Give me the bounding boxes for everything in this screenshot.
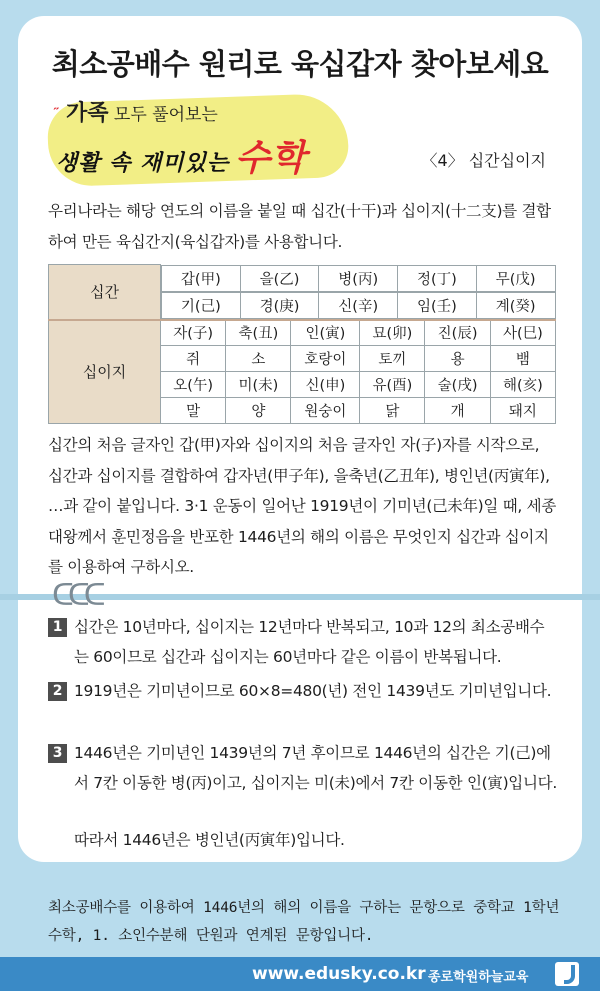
table-cell: 소 <box>226 346 291 372</box>
badge-line2 <box>56 130 307 181</box>
ganji-table <box>48 264 556 424</box>
table-cell: 개 <box>425 398 490 424</box>
intro-paragraph: 우리나라는 해당 연도의 이름을 붙일 때 십간(十干)과 십이지(十二支)를 결합하여 만든 육십간지(육십갑자)를 사용합니다. <box>48 202 551 251</box>
table-cell: 용 <box>425 346 490 372</box>
table-cell: 묘(卯) <box>360 320 425 346</box>
brand-name: 종로학원하늘교육 <box>428 970 529 985</box>
table-cell: 임(壬) <box>398 292 477 318</box>
table-cell: 해(亥) <box>490 372 555 398</box>
table-cell: 오(午) <box>161 372 226 398</box>
footer-bar <box>0 957 600 991</box>
table-cell: 인(寅) <box>291 320 360 346</box>
table-cell: 무(戊) <box>476 265 555 291</box>
badge-line1 <box>66 96 218 127</box>
table-cell: 닭 <box>360 398 425 424</box>
table-cell: 경(庚) <box>240 292 319 318</box>
table-cell: 쥐 <box>161 346 226 372</box>
table-cell: 정(丁) <box>398 265 477 291</box>
badge-line1-rest: 모두 풀어보는 <box>113 105 218 125</box>
table-cell: 미(未) <box>226 372 291 398</box>
step-number-badge: 2 <box>48 682 67 701</box>
series-badge <box>48 92 348 182</box>
table-cell: 유(酉) <box>360 372 425 398</box>
table-cell: 을(乙) <box>240 265 319 291</box>
table-cell: 돼지 <box>490 398 555 424</box>
badge-line2-main: 생활 속 재미있는 <box>56 150 230 176</box>
binder-clips-icon: ᑕᑕᑕ <box>52 578 100 613</box>
badge-mark-icon: ˶ <box>54 99 59 115</box>
table-cell: 뱀 <box>490 346 555 372</box>
table-cell: 토끼 <box>360 346 425 372</box>
table-row <box>49 320 556 346</box>
final-answer: 따라서 1446년은 병인년(丙寅年)입니다. <box>74 831 345 849</box>
table-cell: 말 <box>161 398 226 424</box>
table-cell: 술(戌) <box>425 372 490 398</box>
website-link[interactable]: www.edusky.co.kr <box>252 964 426 984</box>
table-cell: 병(丙) <box>319 265 398 291</box>
table-cell: 계(癸) <box>476 292 555 318</box>
step-text: 십간은 10년마다, 십이지는 12년마다 반복되고, 10과 12의 최소공배수는 60이므로 십간과 십이지는 60년마다 같은 이름이 반복됩니다. <box>74 618 545 666</box>
sipgan-label: 십간 <box>49 265 161 320</box>
table-cell: 신(申) <box>291 372 360 398</box>
table-cell: 신(辛) <box>319 292 398 318</box>
table-cell: 갑(甲) <box>162 265 241 291</box>
episode-subtitle: 〈4〉 십간십이지 <box>421 151 546 170</box>
solution-step-3 <box>48 738 558 798</box>
step-number-badge: 1 <box>48 618 67 637</box>
table-cell: 자(子) <box>161 320 226 346</box>
table-cell: 호랑이 <box>291 346 360 372</box>
table-cell: 사(巳) <box>490 320 555 346</box>
solution-step-2 <box>48 676 558 706</box>
table-cell: 원숭이 <box>291 398 360 424</box>
step-text: 1919년은 기미년이므로 60×8=480(년) 전인 1439년도 기미년입니다. <box>74 682 552 700</box>
table-cell: 축(丑) <box>226 320 291 346</box>
step-text: 1446년은 기미년인 1439년의 7년 후이므로 1446년의 십간은 기(己)에서 7칸 이동한 병(丙)이고, 십이지는 미(未)에서 7칸 이동한 인(寅)입니다. <box>74 744 557 792</box>
problem-paragraph: 십간의 처음 글자인 갑(甲)자와 십이지의 처음 글자인 자(子)자를 시작으로, 십간과 십이지를 결합하여 갑자년(甲子年), 을축년(乙丑年), 병인년(丙寅年), …과 같이 붙입니다. 3·1 운동이 일어난 1919년이 기미년(己未年)일 때, 세종대왕께서 훈민정음을 반포한 1446년의 해의 이름은 무엇인지 십간과 십이지를 이용하여 구하시오. <box>48 436 556 576</box>
table-row <box>49 265 556 292</box>
badge-line1-big: 가족 <box>66 100 109 126</box>
table-cell: 진(辰) <box>425 320 490 346</box>
sipiji-label: 십이지 <box>49 320 161 424</box>
table-cell: 양 <box>226 398 291 424</box>
page-title: 최소공배수 원리로 육십갑자 찾아보세요 <box>51 47 549 81</box>
badge-line2-accent: 수학 <box>235 137 307 179</box>
brand-logo-icon <box>555 962 579 986</box>
curriculum-note: 최소공배수를 이용하여 1446년의 해의 이름을 구하는 문항으로 중학교 1학년 수학, 1. 소인수분해 단원과 연계된 문항입니다. <box>48 900 560 944</box>
step-number-badge: 3 <box>48 744 67 763</box>
solution-step-1 <box>48 612 558 672</box>
table-cell: 기(己) <box>162 292 241 318</box>
